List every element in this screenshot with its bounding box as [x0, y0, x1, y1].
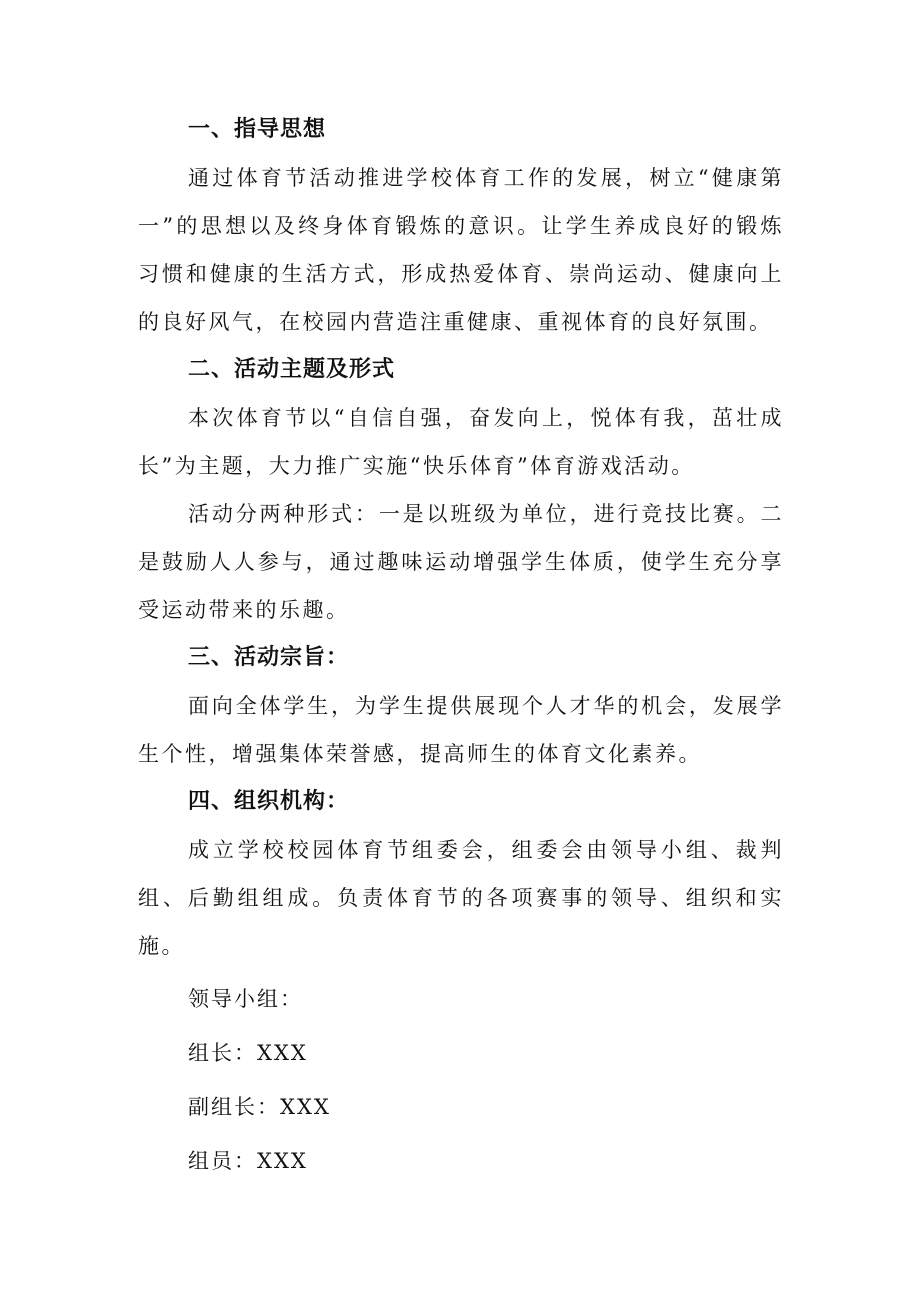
paragraph: 通过体育节活动推进学校体育工作的发展，树立“健康第一”的思想以及终身体育锻炼的意识。让学生养成良好的锻炼习惯和健康的生活方式，形成热爱体育、崇尚运动、健康向上的良好风气，在校园内营造注重健康、重视体育的良好氛围。: [138, 166, 784, 334]
paragraph: 成立学校校园体育节组委会，组委会由领导小组、裁判组、后勤组组成。负责体育节的各项赛事的领导、组织和实施。: [138, 838, 784, 958]
paragraph: 面向全体学生，为学生提供展现个人才华的机会，发展学生个性，增强集体荣誉感，提高师生的体育文化素养。: [138, 694, 784, 766]
group-member-line: 组员：XXX: [188, 1149, 308, 1173]
section-heading: 二、活动主题及形式: [188, 357, 396, 382]
leadership-group-label: 领导小组：: [188, 987, 303, 1011]
group-leader-line: 组长：XXX: [188, 1041, 308, 1065]
section-heading: 三、活动宗旨：: [188, 645, 350, 670]
section-guiding-ideology: [138, 106, 784, 346]
section-organization: [138, 778, 784, 1188]
paragraph: 活动分两种形式：一是以班级为单位，进行竞技比赛。二是鼓励人人参与，通过趣味运动增强学生体质，使学生充分享受运动带来的乐趣。: [138, 502, 784, 622]
section-theme-and-format: [138, 346, 784, 634]
section-heading: 四、组织机构：: [188, 789, 350, 814]
deputy-leader-line: 副组长：XXX: [188, 1095, 331, 1119]
document-body: [138, 106, 784, 1188]
paragraph: 本次体育节以“自信自强，奋发向上，悦体有我，茁壮成长”为主题，大力推广实施“快乐体育”体育游戏活动。: [138, 406, 784, 478]
section-heading: 一、指导思想: [188, 117, 327, 142]
section-purpose: [138, 634, 784, 778]
